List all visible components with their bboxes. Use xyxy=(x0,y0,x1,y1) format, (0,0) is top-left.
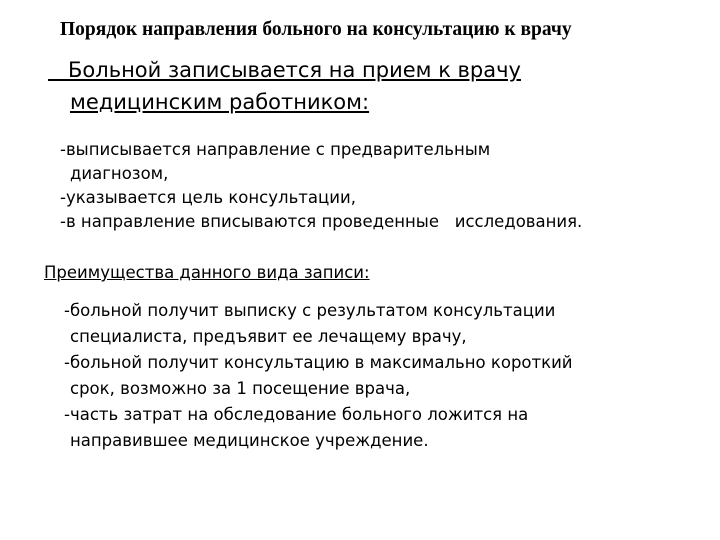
lead-statement xyxy=(48,54,668,118)
list-item-line-1: -больной получит выписку с результатом консультации xyxy=(64,301,556,320)
list-item xyxy=(60,210,582,234)
list-item xyxy=(64,298,573,350)
list-item-line-1: -выписывается направление с предварительным xyxy=(60,140,491,159)
list-item xyxy=(64,350,573,402)
list-item xyxy=(64,402,573,454)
advantages-heading: Преимущества данного вида записи: xyxy=(44,263,370,282)
list-item-line-2: диагнозом, xyxy=(70,164,169,183)
list-item-line-1: -указывается цель консультации, xyxy=(60,188,356,207)
list-item-line-2: срок, возможно за 1 посещение врача, xyxy=(70,379,411,398)
list-item xyxy=(60,186,582,210)
steps-list xyxy=(60,138,582,234)
list-item-line-1: -больной получит консультацию в максимально короткий xyxy=(64,353,573,372)
list-item-line-2: направившее медицинское учреждение. xyxy=(70,431,429,450)
slide-title: Порядок направления больного на консультацию к врачу xyxy=(60,19,572,40)
advantages-list xyxy=(64,298,573,454)
list-item xyxy=(60,138,582,186)
lead-line-2: медицинским работником: xyxy=(70,90,370,114)
lead-line-1: Больной записывается на прием к врачу xyxy=(48,58,521,82)
list-item-line-1: -часть затрат на обследование больного ложится на xyxy=(64,405,529,424)
list-item-line-1: -в направление вписываются проведенные исследования. xyxy=(60,212,583,231)
list-item-line-2: специалиста, предъявит ее лечащему врачу, xyxy=(70,327,467,346)
